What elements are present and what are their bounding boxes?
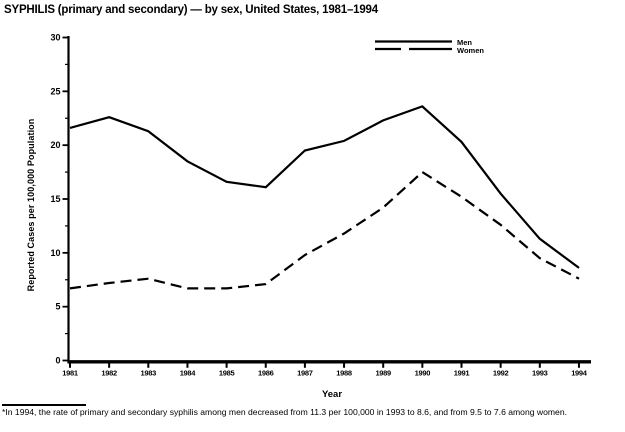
- y-tick-label: 5: [55, 301, 61, 312]
- x-tick-label: 1989: [375, 368, 391, 378]
- y-tick-label: 0: [55, 355, 61, 366]
- y-tick-label: 25: [50, 86, 61, 97]
- x-tick-label: 1982: [101, 368, 117, 378]
- x-tick-label: 1987: [297, 368, 313, 378]
- x-tick-label: 1985: [218, 368, 235, 378]
- x-tick-label: 1981: [62, 368, 78, 378]
- legend-men-label: Men: [457, 38, 472, 47]
- y-axis-title: Reported Cases per 100,000 Population: [26, 118, 36, 292]
- footnote: [2, 407, 622, 417]
- y-tick-label: 10: [50, 247, 61, 258]
- series-line-men: [70, 106, 579, 268]
- x-tick-label: 1993: [532, 368, 548, 378]
- data-series: [70, 106, 579, 288]
- x-tick-label: 1992: [492, 368, 509, 378]
- y-tick-label: 15: [50, 194, 61, 204]
- x-axis-title: Year: [321, 389, 343, 400]
- y-tick-label: 20: [50, 140, 61, 151]
- chart-title: SYPHILIS (primary and secondary) — by sex, United States, 1981–1994: [4, 4, 378, 16]
- x-tick-label: 1990: [414, 368, 431, 378]
- series-line-women: [70, 172, 579, 288]
- footnote-text: In 1994, the rate of primary and secondary syphilis among men decreased from 11.3 per 100,000 in 1993 to 8.6, and from 9.5 to 7.6 among women.: [5, 407, 567, 417]
- x-tick-label: 1983: [140, 368, 157, 378]
- legend: [375, 38, 484, 55]
- x-tick-label: 1984: [179, 368, 196, 378]
- x-tick-label: 1994: [571, 368, 587, 378]
- footnote-divider: [2, 404, 86, 406]
- x-tick-label: 1988: [336, 368, 352, 378]
- legend-women-label: Women: [457, 46, 484, 55]
- x-tick-label: 1991: [453, 368, 470, 378]
- y-tick-label: 30: [50, 32, 61, 43]
- footnote-marker: *: [2, 407, 6, 417]
- x-tick-label: 1986: [258, 368, 274, 378]
